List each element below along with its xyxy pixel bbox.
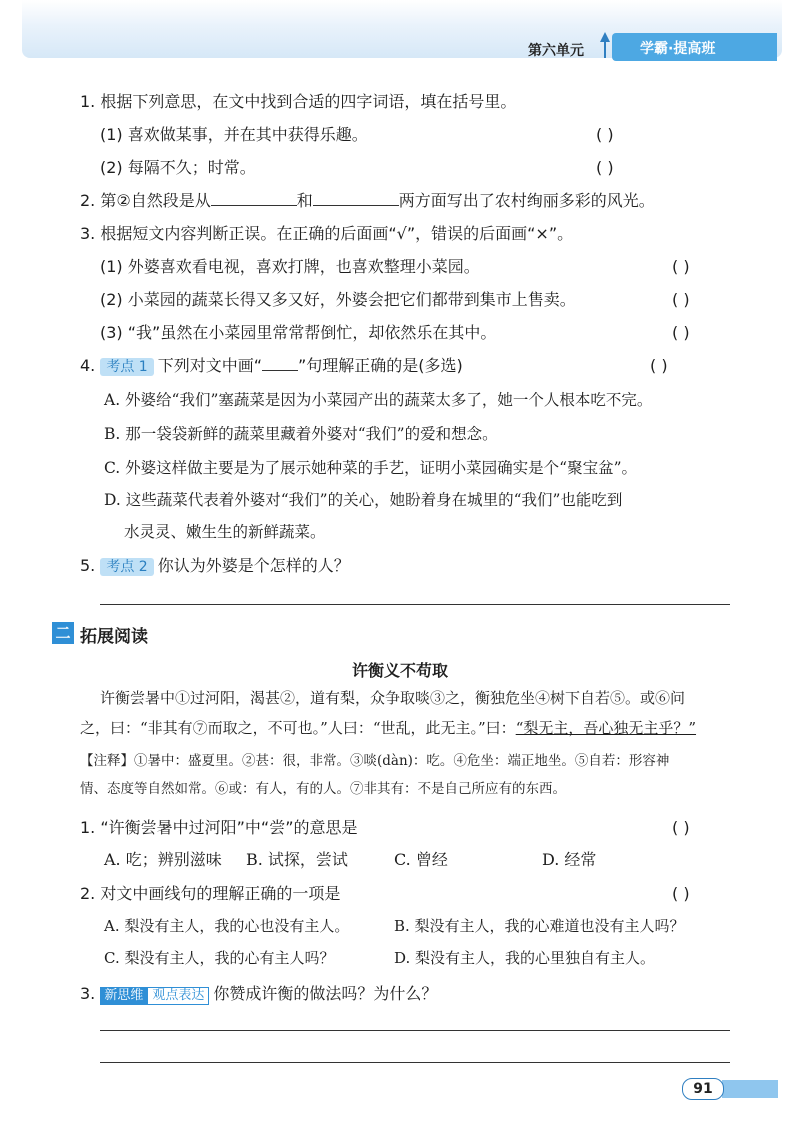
ex2-option-d: D. 梨没有主人，我的心里独自有主人。: [394, 949, 656, 967]
q5-answer-line[interactable]: [100, 604, 730, 605]
q4-option-b: B. 那一袋袋新鲜的蔬菜里藏着外婆对“我们”的爱和想念。: [104, 425, 498, 443]
q5-tag: 考点 2: [100, 558, 153, 576]
q3-answer-paren-3[interactable]: ( ): [672, 323, 690, 342]
ex1-option-b: B. 试探，尝试: [246, 850, 348, 869]
q4-num: 4.: [80, 356, 96, 375]
q4-option-c: C. 外婆这样做主要是为了展示她种菜的手艺，证明小菜园确实是个“聚宝盆”。: [104, 459, 638, 477]
ex3-answer-line-1[interactable]: [100, 1030, 730, 1031]
q2-prefix: 2. 第②自然段是从: [80, 191, 211, 210]
q2-suffix: 两方面写出了农村绚丽多彩的风光。: [398, 191, 655, 210]
ex1-option-a: A. 吃；辨别滋味: [104, 850, 222, 869]
q3-item-3: (3) “我”虽然在小菜园里常常帮倒忙，却依然乐在其中。: [100, 323, 497, 342]
ex2-option-c: C. 梨没有主人，我的心有主人吗？: [104, 949, 335, 967]
story-title: 许衡义不苟取: [351, 661, 448, 680]
ex1-option-d: D. 经常: [542, 850, 597, 869]
q2-line: [80, 191, 655, 211]
ex2-option-b: B. 梨没有主人，我的心难道也没有主人吗？: [394, 917, 685, 935]
q5-text: 你认为外婆是个怎样的人？: [157, 556, 350, 575]
q4-option-a: A. 外婆给“我们”塞蔬菜是因为小菜园产出的蔬菜太多了，她一个人根本吃不完。: [104, 391, 653, 409]
ex3-answer-line-2[interactable]: [100, 1062, 730, 1063]
ex1-answer-paren[interactable]: ( ): [672, 818, 690, 837]
ex3-tag-new-thinking: 新思维: [100, 987, 147, 1005]
page-number: 91: [682, 1078, 724, 1100]
q5-num: 5.: [80, 556, 96, 575]
ex2-stem: 2. 对文中画线句的理解正确的一项是: [80, 884, 341, 903]
q4-stem: [80, 356, 463, 376]
q1-answer-paren-1[interactable]: ( ): [596, 125, 614, 144]
q3-answer-paren-1[interactable]: ( ): [672, 257, 690, 276]
q4-stem-a: 下列对文中画“: [157, 356, 263, 375]
q2-blank-2[interactable]: [313, 191, 399, 206]
q4-blank: [262, 356, 298, 371]
q3-item-1: (1) 外婆喜欢看电视，喜欢打牌，也喜欢整理小菜园。: [100, 257, 480, 276]
q2-blank-1[interactable]: [211, 191, 297, 206]
arrow-stem-icon: [604, 42, 606, 58]
arrow-up-icon: [600, 32, 610, 42]
brand-label: 学霸·提高班: [640, 41, 716, 57]
section-number-icon: 二: [52, 622, 74, 644]
ex3-num: 3.: [80, 984, 96, 1003]
q5-stem: [80, 556, 350, 576]
q1-stem: 1. 根据下列意思，在文中找到合适的四字词语，填在括号里。: [80, 92, 517, 111]
story-underlined-sentence: “梨无主，吾心独无主乎？”: [515, 719, 697, 737]
story-line-2: [80, 718, 696, 738]
ex3-tag-viewpoint: 观点表达: [147, 987, 209, 1005]
q3-item-2: (2) 小菜园的蔬菜长得又多又好，外婆会把它们都带到集市上售卖。: [100, 290, 576, 309]
story-line-1: 许衡尝暑中①过河阳，渴甚②，道有梨，众争取啖③之，衡独危坐④树下自若⑤。或⑥问: [100, 689, 686, 707]
q3-answer-paren-2[interactable]: ( ): [672, 290, 690, 309]
q4-answer-paren[interactable]: ( ): [650, 356, 668, 375]
q4-option-d: D. 这些蔬菜代表着外婆对“我们”的关心，她盼着身在城里的“我们”也能吃到: [104, 491, 623, 509]
ex1-option-c: C. 曾经: [394, 850, 448, 869]
unit-label: 第六单元: [528, 43, 584, 59]
story-note-2: 情、态度等自然如常。⑥或：有人，有的人。⑦非其有：不是自己所应有的东西。: [80, 781, 566, 797]
section-title: 拓展阅读: [80, 627, 148, 647]
ex1-stem: 1. “许衡尝暑中过河阳”中“尝”的意思是: [80, 818, 358, 837]
story-note-1: 【注释】①暑中：盛夏里。②甚：很，非常。③啖(dàn)：吃。④危坐：端正地坐。⑤自若：形容神: [80, 753, 670, 769]
q4-option-d-cont: 水灵灵、嫩生生的新鲜蔬菜。: [124, 523, 326, 541]
story-line-2a: 之，曰：“非其有⑦而取之，不可也。”人曰：“世乱，此无主。”曰：: [80, 719, 516, 737]
ex3-stem: [80, 984, 437, 1005]
ex2-answer-paren[interactable]: ( ): [672, 884, 690, 903]
ex3-text: 你赞成许衡的做法吗？为什么？: [213, 984, 438, 1003]
q1-item-1: (1) 喜欢做某事，并在其中获得乐趣。: [100, 125, 368, 144]
page-number-tab: [722, 1080, 778, 1098]
q4-stem-b: ”句理解正确的是(多选): [298, 356, 463, 375]
q4-tag: 考点 1: [100, 358, 153, 376]
q1-item-2: (2) 每隔不久；时常。: [100, 158, 256, 177]
q2-middle: 和: [296, 191, 313, 210]
q3-stem: 3. 根据短文内容判断正误。在正确的后面画“√”，错误的后面画“×”。: [80, 224, 574, 243]
q1-answer-paren-2[interactable]: ( ): [596, 158, 614, 177]
ex2-option-a: A. 梨没有主人，我的心也没有主人。: [104, 917, 350, 935]
